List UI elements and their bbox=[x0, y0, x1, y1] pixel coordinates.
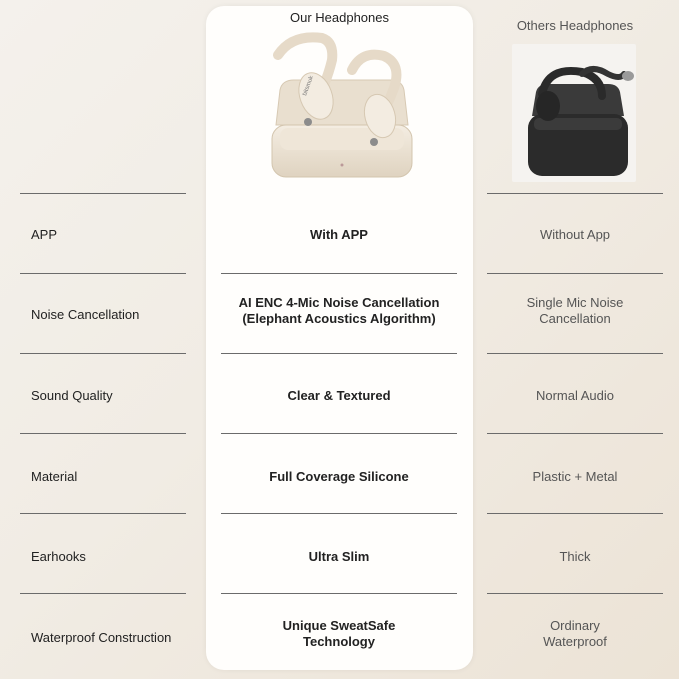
ours-value-sound-quality: Clear & Textured bbox=[287, 388, 391, 403]
product-logo-text: bitsmuk bbox=[302, 75, 315, 97]
others-value-waterproof-construction: Ordinary Waterproof bbox=[543, 618, 607, 649]
row-label-app: APP bbox=[31, 227, 58, 242]
row-label-noise-cancellation: Noise Cancellation bbox=[31, 307, 140, 322]
others-value-sound-quality: Normal Audio bbox=[535, 388, 615, 403]
divider-line bbox=[487, 193, 663, 194]
divider-line bbox=[20, 193, 186, 194]
others-value-material: Plastic + Metal bbox=[532, 469, 618, 484]
others-headphones-header: Others Headphones bbox=[516, 18, 634, 33]
black-earbuds-product-image bbox=[512, 44, 636, 182]
others-value-noise-cancellation: Single Mic Noise Cancellation bbox=[526, 295, 624, 326]
ours-value-app: With APP bbox=[310, 227, 368, 242]
divider-line bbox=[221, 353, 457, 354]
our-headphones-header: Our Headphones bbox=[289, 10, 389, 25]
row-label-waterproof-construction: Waterproof Construction bbox=[31, 630, 172, 645]
ours-value-noise-cancellation: AI ENC 4-Mic Noise Cancellation (Elephant Acoustics Algorithm) bbox=[238, 295, 440, 326]
row-label-material: Material bbox=[31, 469, 78, 484]
ours-value-earhooks: Ultra Slim bbox=[308, 549, 370, 564]
ours-value-material: Full Coverage Silicone bbox=[269, 469, 409, 484]
others-value-app: Without App bbox=[539, 227, 611, 242]
beige-earbuds-product-image bbox=[262, 30, 422, 188]
row-label-earhooks: Earhooks bbox=[31, 549, 86, 564]
divider-line bbox=[487, 353, 663, 354]
ours-value-waterproof-construction: Unique SweatSafe Technology bbox=[282, 618, 396, 649]
row-label-sound-quality: Sound Quality bbox=[31, 388, 113, 403]
others-value-earhooks: Thick bbox=[559, 549, 591, 564]
